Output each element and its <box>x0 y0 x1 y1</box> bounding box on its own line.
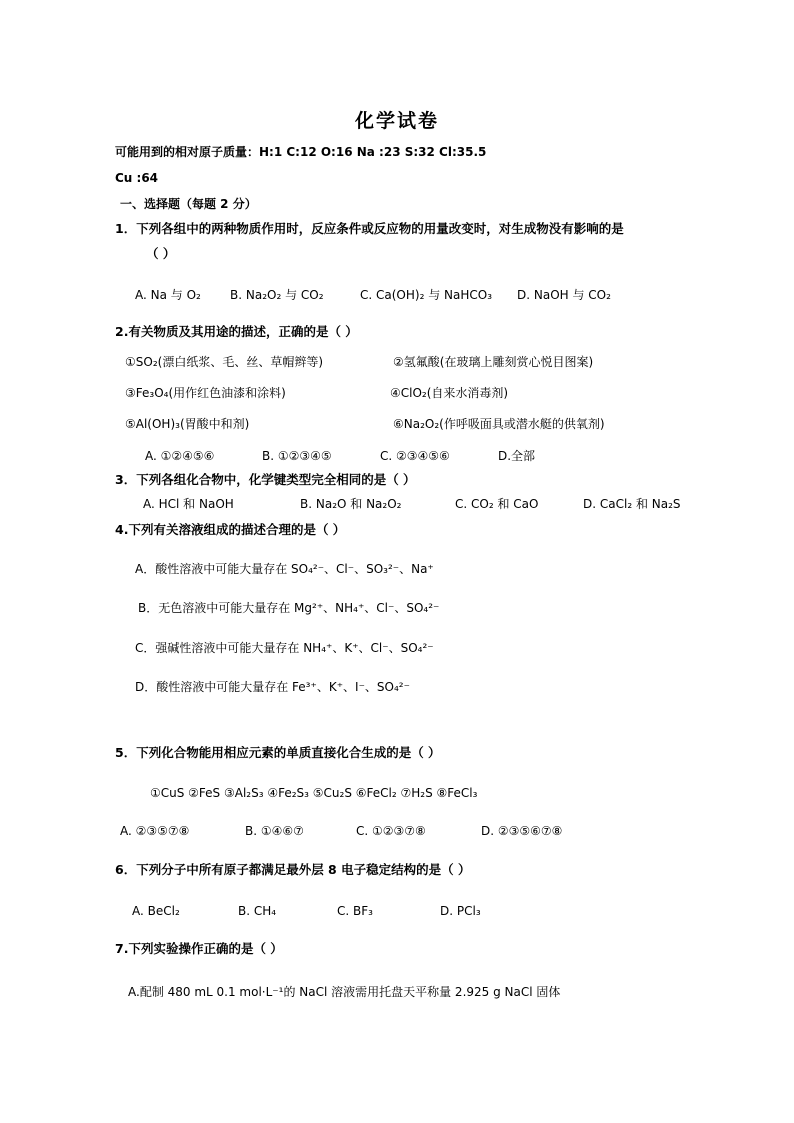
q2-option-c: C. ②③④⑤⑥ <box>380 449 450 463</box>
q2-option-a: A. ①②④⑤⑥ <box>145 449 215 463</box>
q4-option-b: B．无色溶液中可能大量存在 Mg²⁺、NH₄⁺、Cl⁻、SO₄²⁻ <box>138 601 440 615</box>
q2-item-2: ②氢氟酸(在玻璃上雕刻赏心悦目图案) <box>393 355 594 369</box>
q1-stem: 1．下列各组中的两种物质作用时，反应条件或反应物的用量改变时，对生成物没有影响的是 <box>115 221 624 236</box>
q2-option-b: B. ①②③④⑤ <box>262 449 332 463</box>
q6-option-c: C. BF₃ <box>337 904 373 918</box>
q3-option-b: B. Na₂O 和 Na₂O₂ <box>300 497 402 511</box>
q2-stem: 2.有关物质及其用途的描述，正确的是（ ） <box>115 324 358 339</box>
q5-option-b: B. ①④⑥⑦ <box>245 824 304 838</box>
q3-option-d: D. CaCl₂ 和 Na₂S <box>583 497 681 511</box>
atomic-masses-line1: 可能用到的相对原子质量：H:1 C:12 O:16 Na :23 S:32 Cl:35.5 <box>115 145 487 159</box>
q5-option-a: A. ②③⑤⑦⑧ <box>120 824 190 838</box>
q2-item-6: ⑥Na₂O₂(作呼吸面具或潜水艇的供氧剂) <box>393 417 605 431</box>
q1-answer-paren: （ ） <box>146 246 176 261</box>
q6-option-b: B. CH₄ <box>238 904 277 918</box>
q6-option-d: D. PCl₃ <box>440 904 481 918</box>
q5-option-d: D. ②③⑤⑥⑦⑧ <box>481 824 563 838</box>
q1-option-a: A. Na 与 O₂ <box>135 288 201 302</box>
q2-item-4: ④ClO₂(自来水消毒剂) <box>390 386 509 400</box>
page-title: 化学试卷 <box>354 110 439 132</box>
q3-option-a: A. HCl 和 NaOH <box>143 497 234 511</box>
atomic-masses-line2: Cu :64 <box>115 171 159 185</box>
q2-item-5: ⑤Al(OH)₃(胃酸中和剂) <box>125 417 250 431</box>
q5-stem: 5．下列化合物能用相应元素的单质直接化合生成的是（ ） <box>115 745 441 760</box>
q1-option-d: D. NaOH 与 CO₂ <box>517 288 611 302</box>
q4-option-d: D．酸性溶液中可能大量存在 Fe³⁺、K⁺、I⁻、SO₄²⁻ <box>135 680 410 694</box>
q2-item-3: ③Fe₃O₄(用作红色油漆和涂料) <box>125 386 286 400</box>
q4-option-c: C．强碱性溶液中可能大量存在 NH₄⁺、K⁺、Cl⁻、SO₄²⁻ <box>135 641 434 655</box>
q3-option-c: C. CO₂ 和 CaO <box>455 497 539 511</box>
q5-option-c: C. ①②③⑦⑧ <box>356 824 426 838</box>
q7-option-a: A.配制 480 mL 0.1 mol·L⁻¹的 NaCl 溶液需用托盘天平称量 2.925 g NaCl 固体 <box>128 985 561 999</box>
q4-option-a: A．酸性溶液中可能大量存在 SO₄²⁻、Cl⁻、SO₃²⁻、Na⁺ <box>135 562 434 576</box>
q1-option-b: B. Na₂O₂ 与 CO₂ <box>230 288 324 302</box>
q2-item-1: ①SO₂(漂白纸浆、毛、丝、草帽辫等) <box>125 355 323 369</box>
q6-stem: 6．下列分子中所有原子都满足最外层 8 电子稳定结构的是（ ） <box>115 862 471 877</box>
section-heading: 一、选择题（每题 2 分） <box>120 197 257 211</box>
q4-stem: 4.下列有关溶液组成的描述合理的是（ ） <box>115 522 346 537</box>
q2-option-d: D.全部 <box>498 449 536 463</box>
q6-option-a: A. BeCl₂ <box>132 904 180 918</box>
q1-option-c: C. Ca(OH)₂ 与 NaHCO₃ <box>360 288 493 302</box>
q5-items: ①CuS ②FeS ③Al₂S₃ ④Fe₂S₃ ⑤Cu₂S ⑥FeCl₂ ⑦H₂S ⑧FeCl₃ <box>150 786 478 800</box>
q3-stem: 3．下列各组化合物中，化学键类型完全相同的是（ ） <box>115 472 416 487</box>
q7-stem: 7.下列实验操作正确的是（ ） <box>115 941 283 956</box>
